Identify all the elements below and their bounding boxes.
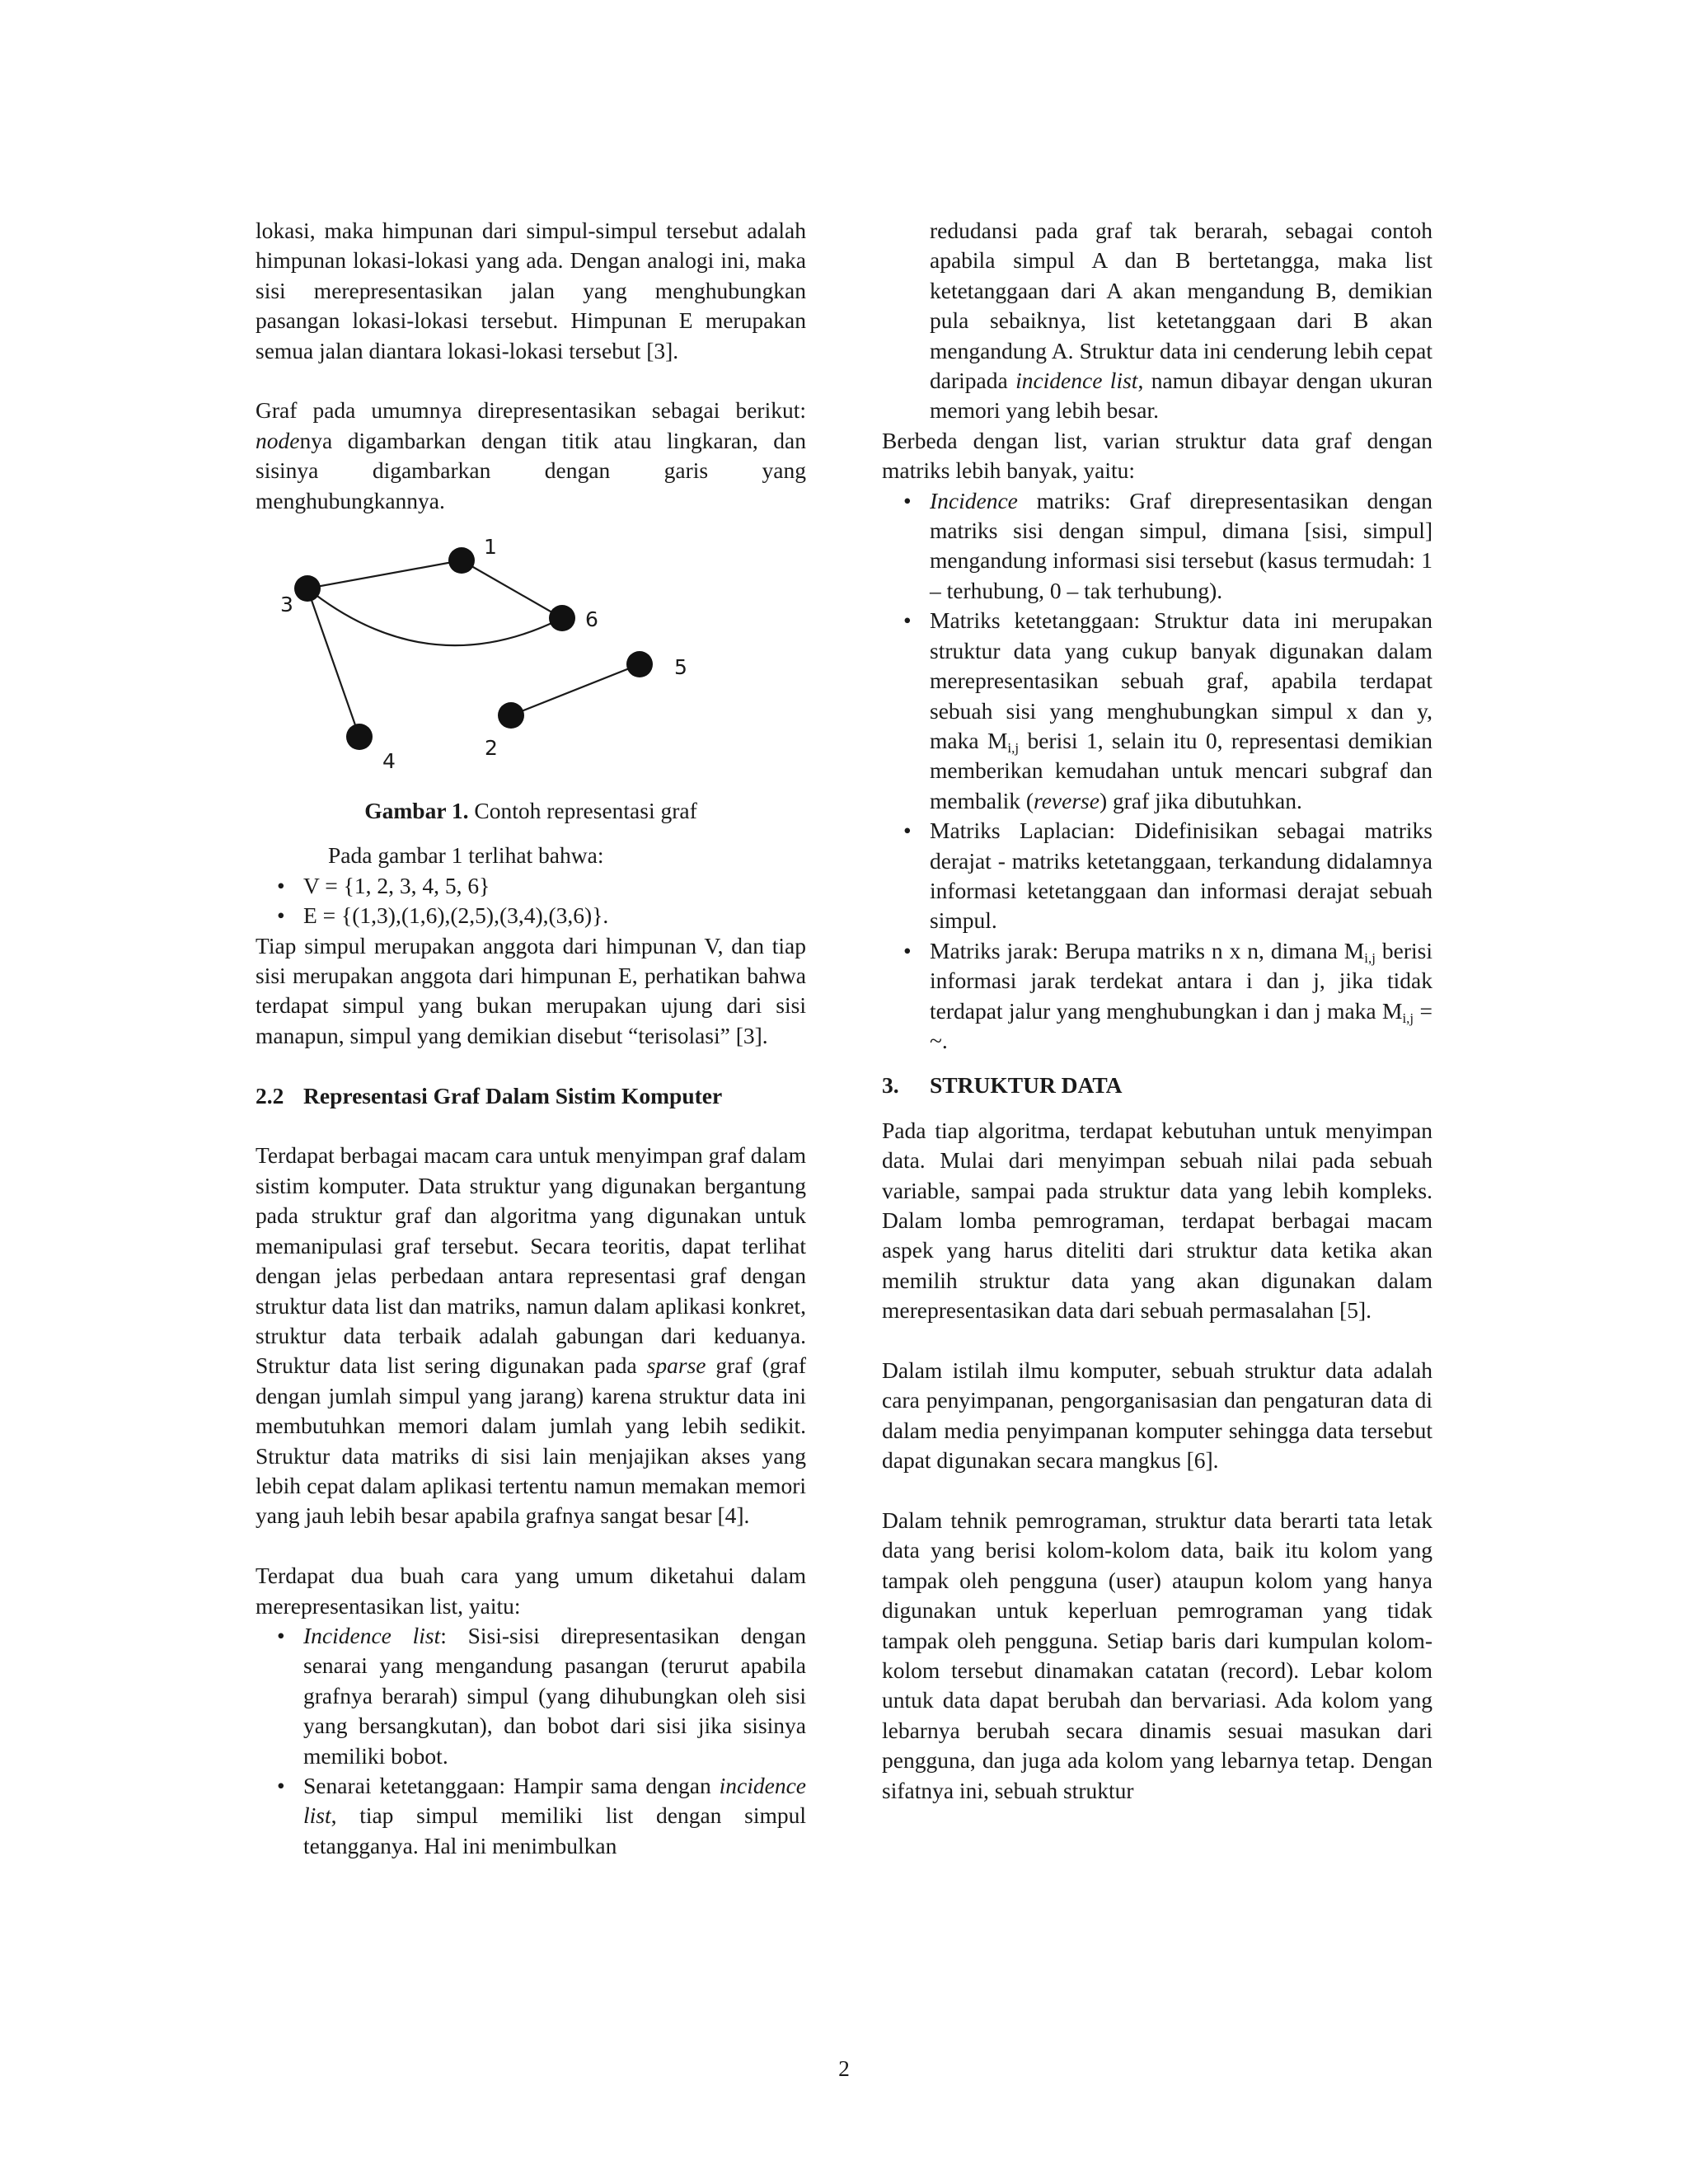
paragraph: Terdapat dua buah cara yang umum diketahui dalam merepresentasikan list, yaitu: xyxy=(256,1563,806,1619)
edge-1-3 xyxy=(307,560,462,588)
node-4 xyxy=(346,724,373,750)
node-label-3: 3 xyxy=(280,593,293,617)
paragraph: Terdapat berbagai macam cara untuk menyimpan graf dalam sistim komputer. Data struktur yang digunakan bergantung pada struktur graf dan algoritma yang digunakan untuk memanipulasi graf tersebut. Secara teoritis, dapat terlihat dengan jelas perbedaan antara representasi graf dengan struktur data list dan matriks, namun dalam aplikasi konkret, struktur data terbaik adalah gabungan dari keduanya. Struktur data list sering digunakan pada sparse graf (graf dengan jumlah simpul yang jarang) karena struktur data ini membutuhkan memori dalam jumlah yang lebih sedikit. Struktur data matriks di sisi lain menjajikan akses yang lebih cepat dalam aplikasi tertentu namun memakan memori yang jauh lebih besar apabila grafnya sangat besar [4]. xyxy=(256,1142,806,1529)
edge-2-5 xyxy=(511,664,640,715)
figure-intro: Pada gambar 1 terlihat bahwa: xyxy=(328,842,604,869)
section-heading: 2.2 Representasi Graf Dalam Sistim Komputer xyxy=(256,1082,723,1108)
section-heading: 3. STRUKTUR DATA xyxy=(882,1072,1123,1099)
list-item: • Matriks ketetanggaan: Struktur data ini merupakan struktur data yang cukup banyak digunakan dalam merepresentasikan sebuah graf, apabila terdapat sebuah sisi yang menghubungkan simpul x dan y, maka $M_{i,j}$ berisi 1, selain itu 0, representasi demikian memberikan kemudahan untuk mencari subgraf dan membalik (reverse) graf jika dibutuhkan. xyxy=(882,606,1432,816)
list-item: • Senarai ketetanggaan: Hampir sama dengan incidence list, tiap simpul memiliki list dengan simpul tetangganya. Hal ini menimbulkan xyxy=(256,1771,806,1861)
node-label-2: 2 xyxy=(485,736,498,761)
node-6 xyxy=(549,605,575,631)
graph-diagram xyxy=(256,532,806,796)
set-list xyxy=(256,871,806,931)
graph-figure xyxy=(256,532,806,796)
node-label-5: 5 xyxy=(674,655,687,680)
node-1 xyxy=(448,547,475,574)
paragraph: Dalam istilah ilmu komputer, sebuah struktur data adalah cara penyimpanan, pengorganisasian dan pengaturan data di dalam media penyimpanan komputer sehingga data tersebut dapat digunakan secara mangkus [6]. xyxy=(882,1357,1432,1474)
paragraph: Graf pada umumnya direpresentasikan sebagai berikut: nodenya digambarkan dengan titik atau lingkaran, dan sisinya digambarkan dengan garis yang menghubungkannya. xyxy=(256,397,806,513)
paragraph: Dalam tehnik pemrograman, struktur data berarti tata letak data yang berisi kolom-kolom data, baik itu kolom yang tampak oleh pengguna (user) ataupun kolom yang hanya digunakan untuk keperluan pemrograman yang tidak tampak oleh pengguna. Setiap baris dari kumpulan kolom-kolom tersebut dinamakan catatan (record). Lebar kolom untuk data dapat berubah dan bervariasi. Ada kolom yang lebarnya berubah secara dinamis sesuai masukan dari pengguna, dan juga ada kolom yang lebarnya tetap. Dengan sifatnya ini, sebuah struktur xyxy=(882,1507,1432,1803)
list-item: • E = {(1,3),(1,6),(2,5),(3,4),(3,6)}. xyxy=(256,901,806,930)
edge-1-6 xyxy=(462,560,562,618)
node-label-1: 1 xyxy=(484,535,497,560)
list-item-continuation: redudansi pada graf tak berarah, sebagai contoh apabila simpul A dan B bertetangga, maka list ketetanggaan dari A akan mengandung B, demikian pula sebaiknya, list ketetanggaan dari B akan mengandung A. Struktur data ini cenderung lebih cepat daripada incidence list, namun dibayar dengan ukuran memori yang lebih besar. xyxy=(930,218,1432,424)
node-label-4: 4 xyxy=(382,749,396,774)
list-item: • V = {1, 2, 3, 4, 5, 6} xyxy=(256,871,806,901)
right-column xyxy=(882,216,1432,1806)
figure-caption: Gambar 1. Contoh representasi graf xyxy=(364,798,697,824)
edge-3-4 xyxy=(307,588,359,737)
paragraph: Pada tiap algoritma, terdapat kebutuhan untuk menyimpan data. Mulai dari menyimpan sebuah nilai pada sebuah variable, sampai pada struktur data yang lebih kompleks. Dalam lomba pemrograman, terdapat berbagai macam aspek yang harus diteliti dari struktur data ketika akan memilih struktur data yang akan digunakan dalam merepresentasikan data dari sebuah permasalahan [5]. xyxy=(882,1117,1432,1324)
matrix-representation-list xyxy=(882,486,1432,1057)
list-item: • Incidence matriks: Graf direpresentasikan dengan matriks sisi dengan simpul, dimana [sisi, simpul] mengandung informasi sisi tersebut (kasus termudah: 1 – terhubung, 0 – tak terhubung). xyxy=(882,486,1432,607)
node-3 xyxy=(294,575,321,602)
paragraph: lokasi, maka himpunan dari simpul-simpul tersebut adalah himpunan lokasi-lokasi yang ada. Dengan analogi ini, maka sisi merepresentasikan jalan yang menghubungkan pasangan lokasi-lokasi tersebut. Himpunan E merupakan semua jalan diantara lokasi-lokasi tersebut [3]. xyxy=(256,218,806,363)
node-label-6: 6 xyxy=(585,607,598,632)
paragraph: Berbeda dengan list, varian struktur data graf dengan matriks lebih banyak, yaitu: xyxy=(882,427,1432,484)
list-item: • Matriks jarak: Berupa matriks n x n, dimana $M_{i,j}$ berisi informasi jarak terdekat antara i dan j, jika tidak terdapat jalur yang menghubungkan i dan j maka $M_{i,j}$ = ~. xyxy=(882,936,1432,1057)
list-item: • Incidence list: Sisi-sisi direpresentasikan dengan senarai yang mengandung pasangan (terurut apabila grafnya berarah) simpul (yang dihubungkan oleh sisi yang bersangkutan), dan bobot dari sisi jika sisinya memiliki bobot. xyxy=(256,1621,806,1771)
list-representation-list xyxy=(256,1621,806,1861)
list-item: • Matriks Laplacian: Didefinisikan sebagai matriks derajat - matriks ketetanggaan, terkandung didalamnya informasi ketetanggaan dan informasi derajat sebuah simpul. xyxy=(882,816,1432,936)
left-column xyxy=(256,216,806,1861)
page-number: 2 xyxy=(838,2055,850,2081)
paragraph: Tiap simpul merupakan anggota dari himpunan V, dan tiap sisi merupakan anggota dari himpunan E, perhatikan bahwa terdapat simpul yang bukan merupakan ujung dari sisi manapun, simpul yang demikian disebut “terisolasi” [3]. xyxy=(256,932,806,1048)
node-5 xyxy=(626,651,653,677)
node-2 xyxy=(498,702,524,729)
